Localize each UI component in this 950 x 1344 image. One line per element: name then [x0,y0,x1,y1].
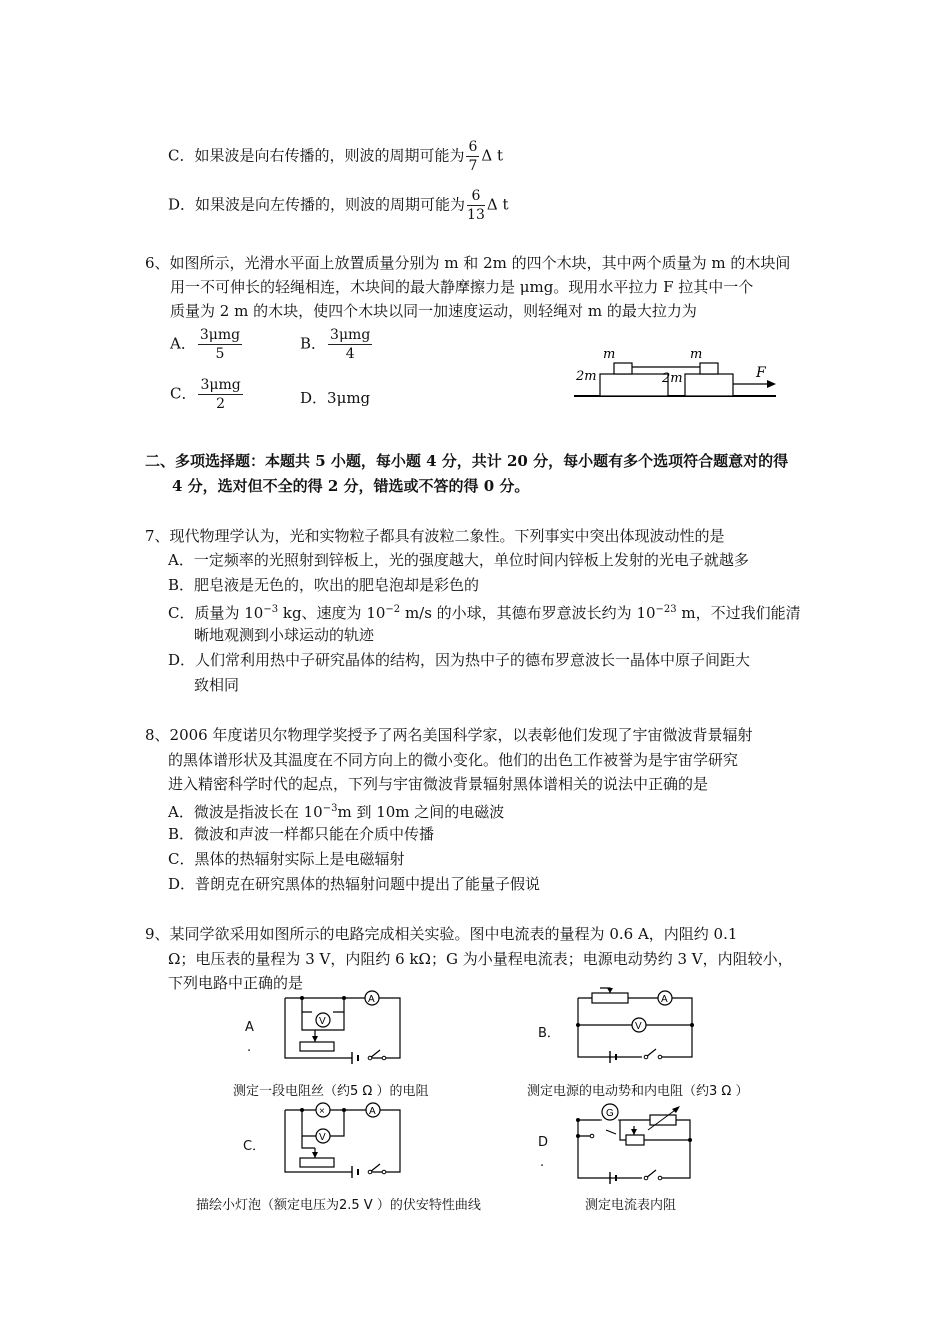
block-2m-left [600,374,668,396]
q7-option-a: A．一定频率的光照射到锌板上，光的强度越大，单位时间内锌板上发射的光电子就越多 [168,551,749,569]
circuit-b-label: B． [538,1026,560,1041]
q6-option-a: A． $\frac{\text{3μmg}}{5}$ [170,327,241,362]
circuit-b [570,985,700,1065]
q6-option-c: C． $\frac{\text{3μmg}}{2}$ [170,377,241,412]
q5-option-d: D．如果波是向左传播的，则波的周期可能为 $\frac{6}{13}$ Δ t [168,188,509,223]
caption-d: 测定电流表内阻 [585,1198,677,1213]
circuit-c [280,1100,410,1180]
q5-option-d-text: D．如果波是向左传播的，则波的周期可能为 [168,195,466,214]
caption-b: 测定电源的电动势和内电阻（约3 Ω ） [527,1084,749,1099]
block-m-right [700,363,718,374]
svg-text:G: G [606,1108,614,1119]
q8-stem-line1: 8、2006 年度诺贝尔物理学奖授予了两名美国科学家，以表彰他们发现了宇宙微波背景辐射 [145,726,753,744]
label-2m-right: 2m [662,371,683,386]
q8-option-a: A．微波是指波长在 $10^{-3}m$ 到 10m 之间的电磁波 [168,803,505,821]
svg-text:V: V [319,1132,326,1143]
force-arrowhead [767,380,776,388]
block-m-left [614,363,632,374]
q7-option-d-cont: 致相同 [194,676,240,694]
label-2m-left: 2m [576,369,597,384]
label-F: F [756,365,766,381]
q8-option-c: C．黑体的热辐射实际上是电磁辐射 [168,850,405,868]
q7-option-c: C．质量为 $10^{-3}$ kg、速度为 $10^{-2}$ m/s 的小球，其德布罗意波长约为 $10^{-23}$ m，不过我们能清 [168,604,801,622]
circuit-c-label: C． [243,1139,266,1154]
section2-heading-line1: 二、多项选择题：本题共 5 小题，每小题 4 分，共计 20 分，每小题有多个选项符合题意对的得 [145,452,789,470]
q7-option-b: B．肥皂液是无色的，吹出的肥皂泡却是彩色的 [168,576,480,594]
q6-option-b: B． $\frac{\text{3μmg}}{4}$ [300,327,371,362]
circuit-a [280,990,410,1066]
q7-option-d: D．人们常利用热中子研究晶体的结构，因为热中子的德布罗意波长一晶体中原子间距大 [168,651,751,669]
q8-option-d: D．普朗克在研究黑体的热辐射问题中提出了能量子假说 [168,875,541,893]
q9-stem-line2: Ω；电压表的量程为 3 V，内阻约 6 kΩ；G 为小量程电流表；电源电动势约 3 V，内阻较小， [168,950,793,968]
fraction: $\frac{6}{7}$ [468,139,478,174]
svg-text:×: × [319,1106,325,1117]
q8-stem-line2: 的黑体谱形状及其温度在不同方向上的微小变化。他们的出色工作被誉为是宇宙学研究 [168,751,739,769]
q6-option-d: D．3μmg [300,389,371,407]
q9-stem-line3: 下列电路中正确的是 [168,974,304,992]
q6-blocks-diagram [570,340,780,402]
fraction: $\frac{\text{3μmg}}{5}$ [199,327,241,362]
q6-stem-line1: 6、如图所示，光滑水平面上放置质量分别为 m 和 2m 的四个木块，其中两个质量为 m 的木块间 [145,254,791,272]
block-2m-right [685,374,733,396]
svg-text:A: A [661,994,668,1005]
circuit-d [570,1100,700,1185]
svg-text:A: A [368,994,375,1005]
q5-option-c: C．如果波是向右传播的，则波的周期可能为 $\frac{6}{7}$ Δ t [168,139,504,174]
caption-c: 描绘小灯泡（额定电压为2.5 V ）的伏安特性曲线 [196,1198,481,1213]
circuit-a-label: A [245,1020,254,1035]
q7-option-c-cont: 晰地观测到小球运动的轨迹 [194,626,375,644]
q6-stem-line2: 用一不可伸长的轻绳相连，木块间的最大静摩擦力是 μmg。现用水平拉力 F 拉其中一个 [170,278,754,296]
q9-stem-line1: 9、某同学欲采用如图所示的电路完成相关实验。图中电流表的量程为 0.6 A，内阻约 0.1 [145,925,738,943]
q8-stem-line3: 进入精密科学时代的起点，下列与宇宙微波背景辐射黑体谱相关的说法中正确的是 [168,775,709,793]
q8-option-b: B．微波和声波一样都只能在介质中传播 [168,825,435,843]
q7-stem: 7、现代物理学认为，光和实物粒子都具有波粒二象性。下列事实中突出体现波动性的是 [145,527,725,545]
caption-a: 测定一段电阻丝（约5 Ω ）的电阻 [233,1084,429,1099]
svg-text:A: A [369,1106,376,1117]
q6-stem-line3: 质量为 2 m 的木块，使四个木块以同一加速度运动，则轻绳对 m 的最大拉力为 [170,302,697,320]
fraction: $\frac{6}{13}$ [467,188,485,223]
label-m-right: m [690,347,703,362]
svg-text:V: V [635,1021,642,1032]
q5-option-c-text: C．如果波是向右传播的，则波的周期可能为 [168,146,465,165]
section2-heading-line2: 4 分，选对但不全的得 2 分，错选或不答的得 0 分。 [172,477,530,495]
circuit-d-label: D [538,1135,549,1150]
label-m-left: m [603,347,616,362]
fraction: $\frac{\text{3μmg}}{2}$ [200,377,241,412]
fraction: $\frac{\text{3μmg}}{4}$ [330,327,371,362]
svg-text:V: V [319,1016,326,1027]
